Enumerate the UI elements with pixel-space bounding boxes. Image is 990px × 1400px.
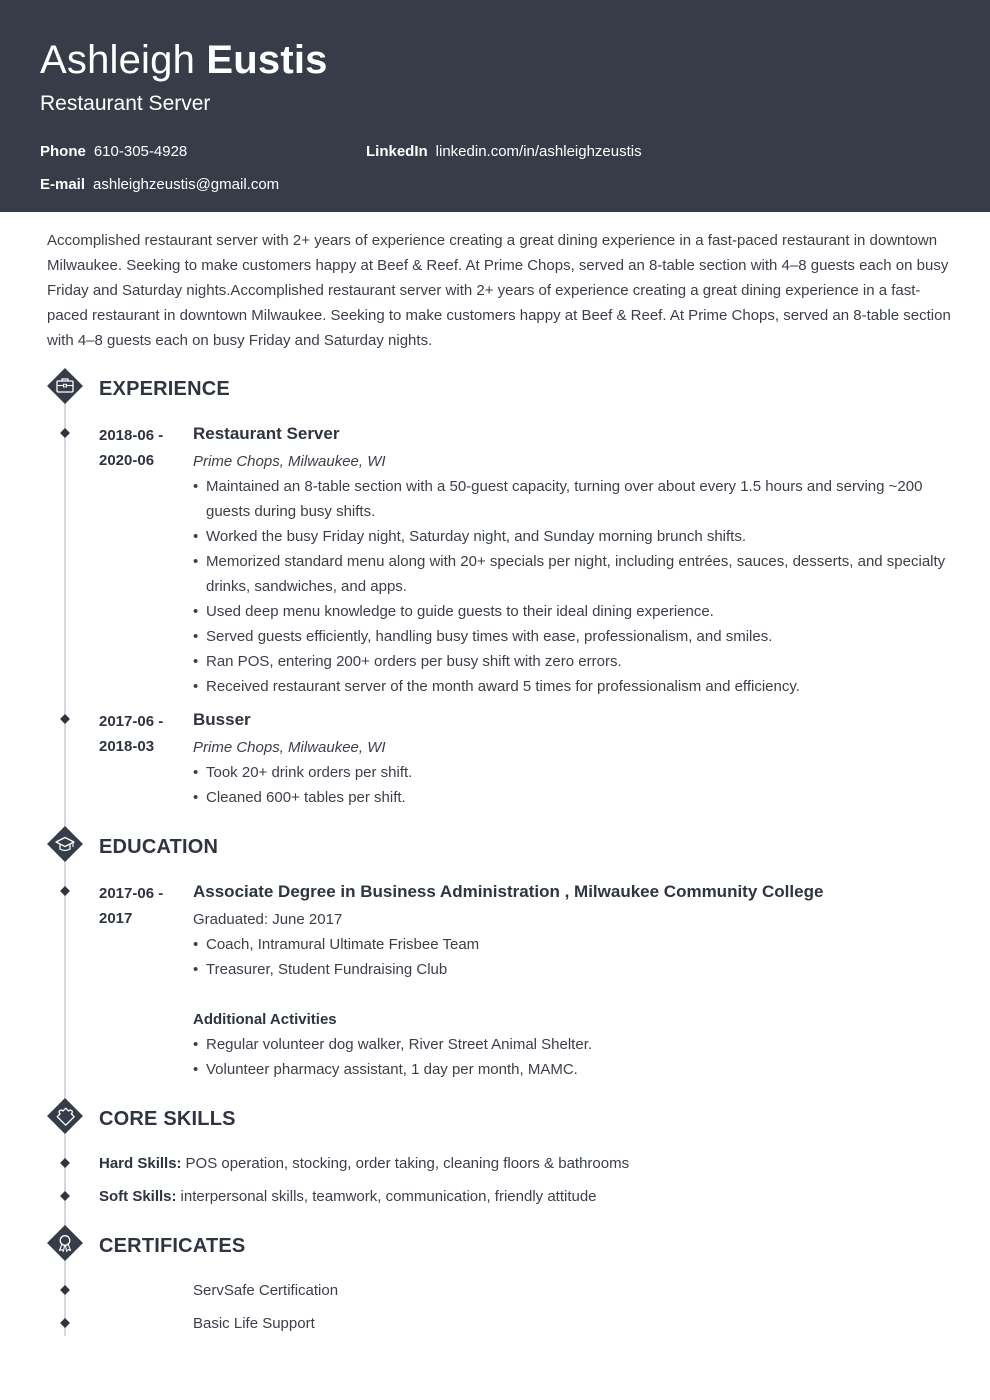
timeline-dot [60, 714, 70, 724]
education-date [99, 881, 189, 931]
list-item: • Ran POS, entering 200+ orders per busy shift with zero errors. [193, 649, 953, 674]
activities-bullets [193, 1032, 953, 1082]
job-title-headline: Restaurant Server [40, 92, 211, 115]
activities-heading: Additional Activities [193, 1011, 337, 1028]
certificates-heading: CERTIFICATES [99, 1235, 246, 1257]
soft-skills [99, 1184, 597, 1209]
date-end: 2018-03 [99, 738, 155, 755]
skills-heading: CORE SKILLS [99, 1108, 236, 1130]
job-title: Busser [193, 710, 251, 729]
hard-skills [99, 1151, 629, 1176]
linkedin-label: LinkedIn [366, 143, 428, 160]
list-item: • Worked the busy Friday night, Saturday night, and Sunday morning brunch shifts. [193, 524, 953, 549]
phone-value: 610-305-4928 [93, 143, 188, 160]
timeline-dot [60, 1158, 70, 1168]
contact-phone [40, 142, 187, 162]
last-name: Eustis [206, 38, 328, 82]
briefcase-icon [47, 368, 83, 404]
job-date [99, 709, 189, 759]
list-item: • Regular volunteer dog walker, River Street Animal Shelter. [193, 1032, 953, 1057]
timeline-dot [60, 428, 70, 438]
certificate-item: ServSafe Certification [193, 1282, 339, 1299]
graduation-cap-icon [47, 826, 83, 862]
date-start: 2017-06 - [99, 713, 164, 730]
full-name [40, 37, 328, 83]
hard-skills-label: Hard Skills: [99, 1155, 182, 1172]
hard-skills-value: POS operation, stocking, order taking, cleaning floors & bathrooms [185, 1155, 630, 1172]
timeline-dot [60, 886, 70, 896]
list-item: • Cleaned 600+ tables per shift. [193, 785, 953, 810]
phone-label: Phone [40, 143, 86, 160]
linkedin-link[interactable]: linkedin.com/in/ashleighzeustis [435, 143, 642, 160]
experience-heading: EXPERIENCE [99, 378, 230, 400]
degree-title: Associate Degree in Business Administration , Milwaukee Community College [193, 882, 824, 901]
profile-summary: Accomplished restaurant server with 2+ years of experience creating a great dining experience in a fast-paced restaurant in downtown Milwaukee. Seeking to make customers happy at Beef & Reef. At Prime Chops, served an 8-table section with 4–8 guests each on busy Friday and Saturday nights.Accomplished restaurant server with 2+ years of experience creating a great dining experience in a fast-paced restaurant in downtown Milwaukee. Seeking to make customers happy at Beef & Reef. At Prime Chops, served an 8-table section with 4–8 guests each on busy Friday and Saturday nights. [47, 232, 951, 349]
email-label: E-mail [40, 176, 86, 193]
date-start: 2018-06 - [99, 427, 164, 444]
resume-header [0, 0, 990, 212]
job-date [99, 423, 189, 473]
puzzle-icon [47, 1098, 83, 1134]
list-item: • Maintained an 8-table section with a 50-guest capacity, turning over about every 1.5 hours and serving ~200 guests during busy shifts. [193, 474, 953, 524]
list-item: • Used deep menu knowledge to guide guests to their ideal dining experience. [193, 599, 953, 624]
date-end: 2020-06 [99, 452, 155, 469]
list-item: • Treasurer, Student Fundraising Club [193, 957, 953, 982]
list-item: • Served guests efficiently, handling busy times with ease, professionalism, and smiles. [193, 624, 953, 649]
list-item: • Coach, Intramural Ultimate Frisbee Team [193, 932, 953, 957]
soft-skills-value: interpersonal skills, teamwork, communication, friendly attitude [180, 1188, 597, 1205]
job-title: Restaurant Server [193, 424, 340, 443]
date-end: 2017 [99, 910, 133, 927]
timeline-dot [60, 1318, 70, 1328]
list-item: • Took 20+ drink orders per shift. [193, 760, 953, 785]
graduated-date: Graduated: June 2017 [193, 911, 343, 928]
job-company: Prime Chops, Milwaukee, WI [193, 739, 386, 756]
job-bullets [193, 474, 953, 699]
contact-email [40, 175, 279, 195]
date-start: 2017-06 - [99, 885, 164, 902]
list-item: • Memorized standard menu along with 20+ specials per night, including entrées, sauces, desserts, and specialty drinks, sandwiches, and apps. [193, 549, 953, 599]
certificate-item: Basic Life Support [193, 1315, 315, 1332]
job-company: Prime Chops, Milwaukee, WI [193, 453, 386, 470]
timeline-dot [60, 1285, 70, 1295]
job-bullets [193, 760, 953, 810]
education-bullets [193, 932, 953, 982]
contact-linkedin [366, 142, 642, 162]
award-ribbon-icon [47, 1225, 83, 1261]
email-link[interactable]: ashleighzeustis@gmail.com [93, 176, 280, 193]
list-item: • Volunteer pharmacy assistant, 1 day per month, MAMC. [193, 1057, 953, 1082]
first-name: Ashleigh [40, 38, 196, 82]
soft-skills-label: Soft Skills: [99, 1188, 177, 1205]
education-heading: EDUCATION [99, 836, 219, 858]
timeline-dot [60, 1191, 70, 1201]
list-item: • Received restaurant server of the month award 5 times for professionalism and efficiency. [193, 674, 953, 699]
